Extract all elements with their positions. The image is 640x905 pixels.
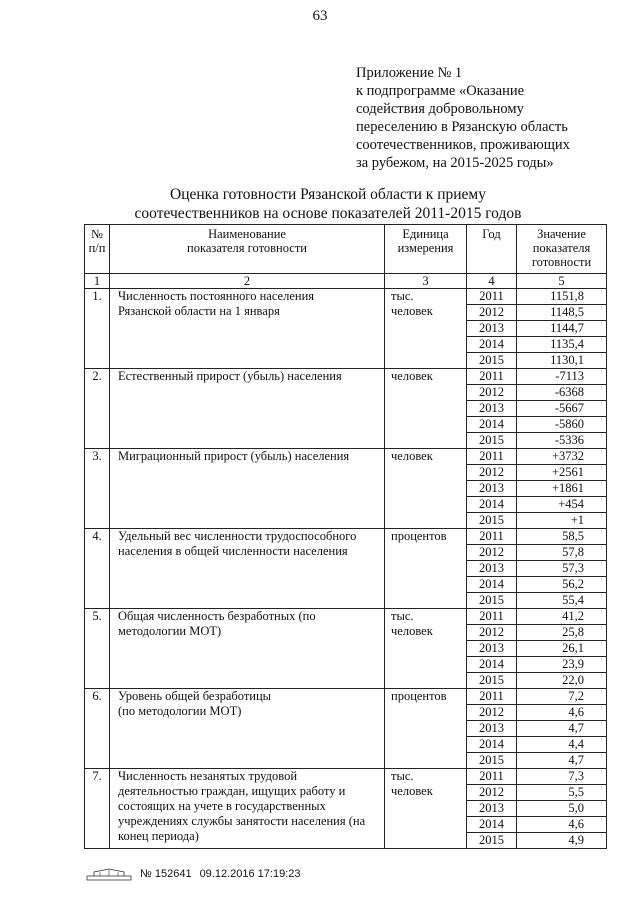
year-cell: 2015	[467, 433, 517, 449]
indicator-name-line: Удельный вес численности трудоспособного	[118, 529, 357, 543]
value-cell: 4,6	[517, 817, 607, 833]
value-cell: 1148,5	[517, 305, 607, 321]
appendix-line: переселению в Рязанскую область	[356, 119, 568, 135]
value-cell: 1151,8	[517, 289, 607, 305]
indicator-table	[84, 224, 607, 849]
year-cell: 2013	[467, 801, 517, 817]
value-cell: 23,9	[517, 657, 607, 673]
value-cell: 1144,7	[517, 321, 607, 337]
unit-line: человек	[391, 784, 433, 798]
unit	[385, 529, 467, 609]
value-cell: 41,2	[517, 609, 607, 625]
appendix-line: Приложение № 1	[356, 65, 463, 81]
value-cell: 55,4	[517, 593, 607, 609]
value-cell: 57,8	[517, 545, 607, 561]
row-number: 4.	[85, 529, 110, 609]
year-cell: 2015	[467, 833, 517, 849]
appendix-line: содействия добровольному	[356, 101, 524, 117]
year-cell: 2014	[467, 817, 517, 833]
unit	[385, 369, 467, 449]
year-cell: 2012	[467, 785, 517, 801]
header-unit-line: Единица	[402, 227, 449, 241]
year-cell: 2011	[467, 769, 517, 785]
year-cell: 2012	[467, 625, 517, 641]
year-cell: 2012	[467, 305, 517, 321]
value-cell: 26,1	[517, 641, 607, 657]
unit-line: тыс.	[391, 289, 414, 303]
indicator-name-line: населения в общей численности населения	[118, 544, 348, 558]
appendix-note	[356, 64, 570, 172]
table-header-row	[85, 225, 607, 274]
year-cell: 2012	[467, 545, 517, 561]
indicator-name	[110, 449, 385, 529]
title-line: соотечественников на основе показателей 2011-2015 годов	[134, 205, 522, 222]
header-num-line: №	[91, 227, 103, 241]
indicator-name-line: (по методологии МОТ)	[118, 704, 242, 718]
title-line: Оценка готовности Рязанской области к приему	[170, 186, 486, 203]
value-cell: +1861	[517, 481, 607, 497]
unit-line: человек	[391, 449, 433, 463]
header-num	[85, 225, 110, 274]
column-number: 3	[385, 274, 467, 289]
column-number: 2	[110, 274, 385, 289]
document-title	[0, 185, 640, 223]
header-year	[467, 225, 517, 274]
year-cell: 2013	[467, 721, 517, 737]
value-cell: 1135,4	[517, 337, 607, 353]
year-cell: 2011	[467, 689, 517, 705]
year-cell: 2014	[467, 417, 517, 433]
column-number: 1	[85, 274, 110, 289]
value-cell: +2561	[517, 465, 607, 481]
indicator-name-line: Рязанской области на 1 января	[118, 304, 280, 318]
header-value-line: готовности	[531, 255, 592, 269]
header-num-line: п/п	[88, 241, 106, 255]
value-cell: 5,5	[517, 785, 607, 801]
unit-line: процентов	[391, 529, 447, 543]
registry-stamp-icon	[86, 867, 132, 881]
header-value-line: показателя	[532, 241, 591, 255]
header-name-line: Наименование	[208, 227, 286, 241]
header-unit-line: измерения	[397, 241, 454, 255]
year-cell: 2015	[467, 673, 517, 689]
indicator-name-line: Численность постоянного населения	[118, 289, 315, 303]
year-cell: 2012	[467, 465, 517, 481]
page-number: 63	[312, 8, 328, 24]
year-cell: 2013	[467, 401, 517, 417]
value-cell: 58,5	[517, 529, 607, 545]
indicator-name	[110, 769, 385, 849]
year-cell: 2013	[467, 561, 517, 577]
value-cell: -5860	[517, 417, 607, 433]
value-cell: 4,6	[517, 705, 607, 721]
appendix-line: к подпрограмме «Оказание	[356, 83, 525, 99]
table-row	[85, 529, 607, 545]
value-cell: 7,3	[517, 769, 607, 785]
indicator-name-line: конец периода)	[118, 829, 199, 843]
year-cell: 2011	[467, 369, 517, 385]
value-cell: -5667	[517, 401, 607, 417]
unit-line: процентов	[391, 689, 447, 703]
header-year-line: Год	[482, 227, 501, 241]
table-row	[85, 689, 607, 705]
value-cell: -7113	[517, 369, 607, 385]
indicator-name	[110, 289, 385, 369]
indicator-name	[110, 369, 385, 449]
column-number: 5	[517, 274, 607, 289]
table-row	[85, 289, 607, 305]
value-cell: 4,7	[517, 753, 607, 769]
indicator-name	[110, 689, 385, 769]
year-cell: 2015	[467, 353, 517, 369]
row-number: 1.	[85, 289, 110, 369]
indicator-name-line: Миграционный прирост (убыль) населения	[118, 449, 350, 463]
indicator-name-line: Естественный прирост (убыль) населения	[118, 369, 342, 383]
indicator-name	[110, 609, 385, 689]
year-cell: 2014	[467, 737, 517, 753]
year-cell: 2011	[467, 289, 517, 305]
value-cell: 4,7	[517, 721, 607, 737]
value-cell: 22,0	[517, 673, 607, 689]
indicator-name-line: учреждениях службы занятости населения (на	[118, 814, 366, 828]
indicator-name-line: деятельностью граждан, ищущих работу и	[118, 784, 346, 798]
unit-line: человек	[391, 624, 433, 638]
value-cell: 5,0	[517, 801, 607, 817]
value-cell: 25,8	[517, 625, 607, 641]
year-cell: 2011	[467, 449, 517, 465]
header-unit	[385, 225, 467, 274]
year-cell: 2014	[467, 657, 517, 673]
year-cell: 2014	[467, 337, 517, 353]
document-timestamp: 09.12.2016 17:19:23	[199, 868, 301, 880]
value-cell: 1130,1	[517, 353, 607, 369]
value-cell: 4,9	[517, 833, 607, 849]
value-cell: -6368	[517, 385, 607, 401]
appendix-line: за рубежом, на 2015-2025 годы»	[356, 155, 554, 171]
year-cell: 2014	[467, 577, 517, 593]
row-number: 2.	[85, 369, 110, 449]
year-cell: 2013	[467, 641, 517, 657]
indicator-name-line: состоящих на учете в государственных	[118, 799, 326, 813]
table-row	[85, 369, 607, 385]
year-cell: 2015	[467, 513, 517, 529]
indicator-name-line: Общая численность безработных (по	[118, 609, 316, 623]
year-cell: 2014	[467, 497, 517, 513]
year-cell: 2012	[467, 385, 517, 401]
unit	[385, 769, 467, 849]
value-cell: -5336	[517, 433, 607, 449]
unit	[385, 449, 467, 529]
year-cell: 2015	[467, 753, 517, 769]
footer	[86, 867, 301, 881]
value-cell: 57,3	[517, 561, 607, 577]
header-name	[110, 225, 385, 274]
row-number: 7.	[85, 769, 110, 849]
value-cell: +454	[517, 497, 607, 513]
value-cell: +3732	[517, 449, 607, 465]
unit-line: человек	[391, 304, 433, 318]
indicator-name-line: Уровень общей безработицы	[118, 689, 272, 703]
value-cell: 4,4	[517, 737, 607, 753]
unit-line: тыс.	[391, 769, 414, 783]
appendix-line: соотечественников, проживающих	[356, 137, 570, 153]
year-cell: 2012	[467, 705, 517, 721]
indicator-name-line: методологии МОТ)	[118, 624, 222, 638]
document-number: № 152641	[140, 868, 192, 880]
year-cell: 2013	[467, 321, 517, 337]
row-number: 3.	[85, 449, 110, 529]
value-cell: 56,2	[517, 577, 607, 593]
year-cell: 2011	[467, 529, 517, 545]
unit-line: тыс.	[391, 609, 414, 623]
unit	[385, 609, 467, 689]
table-row	[85, 449, 607, 465]
year-cell: 2011	[467, 609, 517, 625]
column-number-row	[85, 274, 607, 289]
unit	[385, 289, 467, 369]
value-cell: +1	[517, 513, 607, 529]
value-cell: 7,2	[517, 689, 607, 705]
header-value-line: Значение	[537, 227, 586, 241]
indicator-name	[110, 529, 385, 609]
year-cell: 2015	[467, 593, 517, 609]
unit-line: человек	[391, 369, 433, 383]
row-number: 6.	[85, 689, 110, 769]
indicator-name-line: Численность незанятых трудовой	[118, 769, 298, 783]
table-row	[85, 609, 607, 625]
row-number: 5.	[85, 609, 110, 689]
column-number: 4	[467, 274, 517, 289]
header-value	[517, 225, 607, 274]
unit	[385, 689, 467, 769]
table-row	[85, 769, 607, 785]
header-name-line: показателя готовности	[187, 241, 307, 255]
year-cell: 2013	[467, 481, 517, 497]
